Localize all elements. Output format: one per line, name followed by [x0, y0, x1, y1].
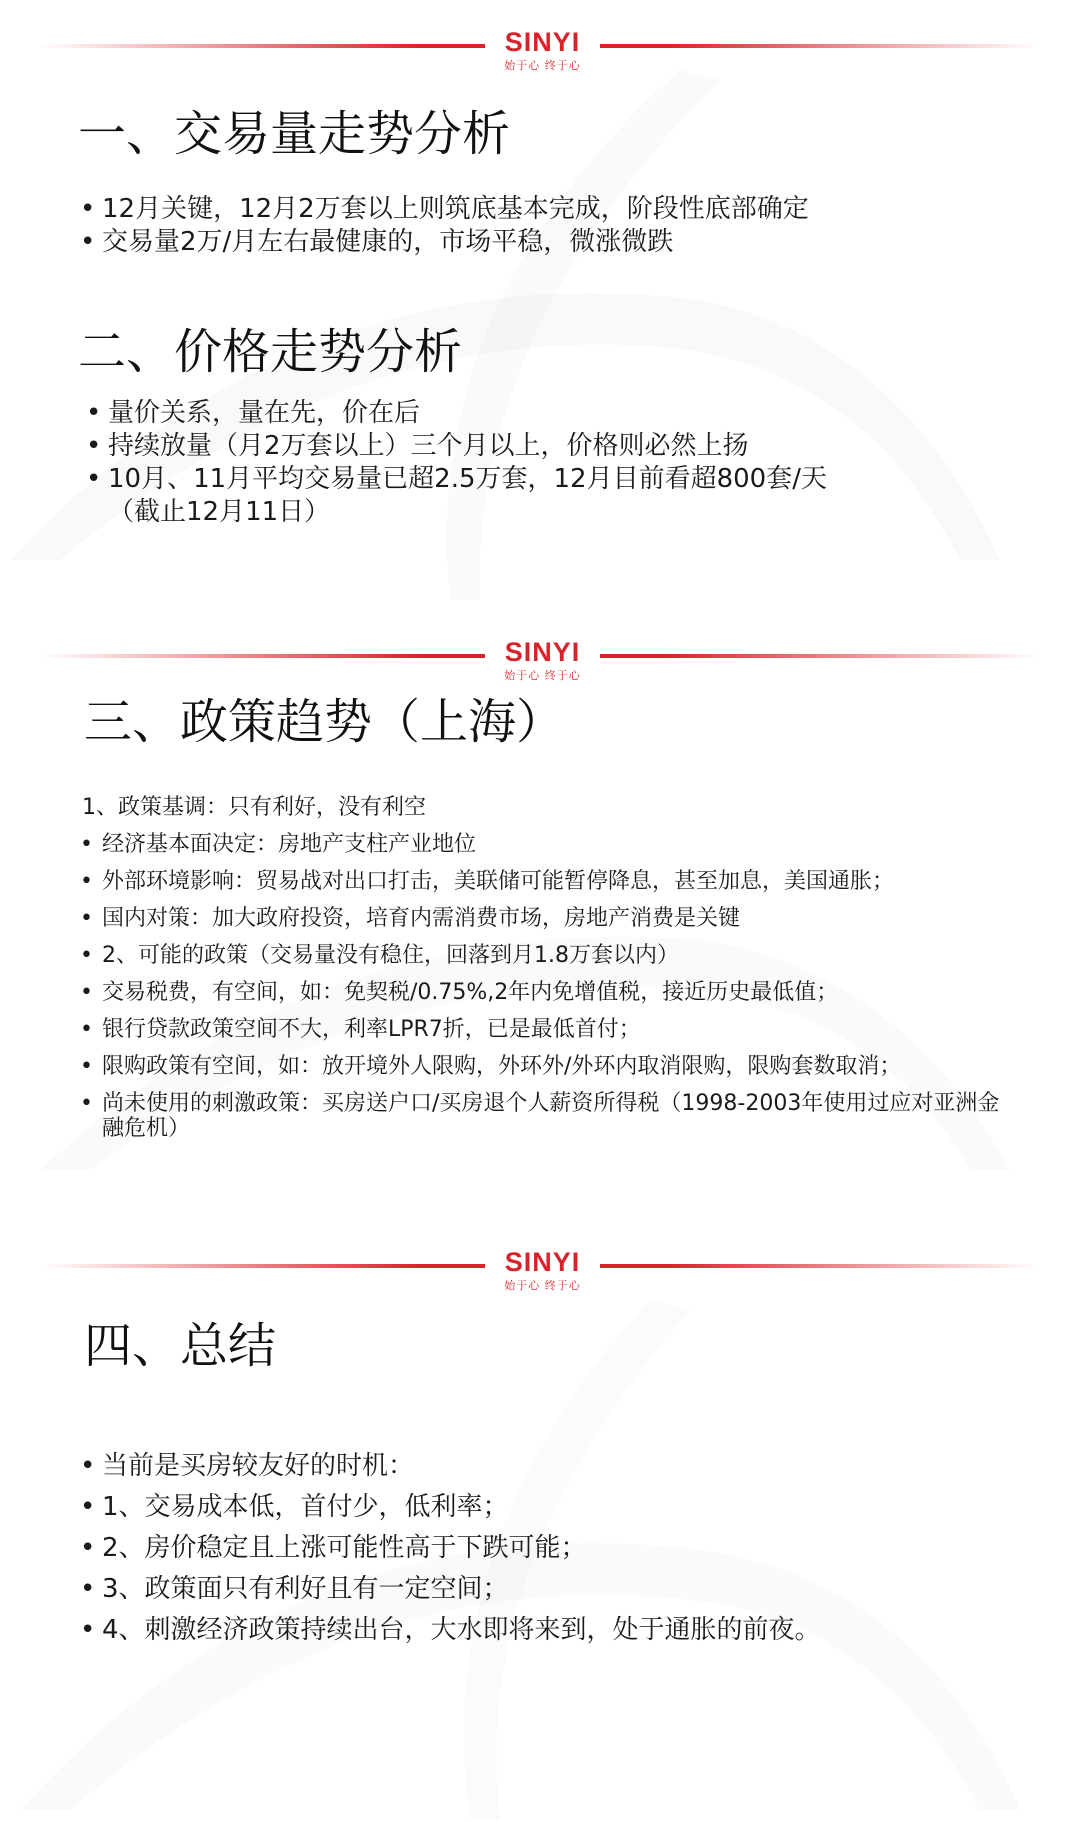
- brand-name: SINYI: [504, 27, 581, 57]
- section-title-summary: 四、总结: [84, 1318, 277, 1374]
- list-item: • 2、可能的政策（交易量没有稳住，回落到月1.8万套以内）: [80, 937, 1002, 974]
- list-item: • 1、交易成本低，首付少，低利率；: [80, 1487, 821, 1528]
- list-item: • 交易税费，有空间，如：免契税/0.75%,2年内免增值税，接近历史最低值；: [80, 974, 1002, 1011]
- header-rule-left: [40, 654, 485, 658]
- brand-name: SINYI: [504, 637, 581, 667]
- price-bullet-list: [86, 397, 827, 529]
- list-item: • 持续放量（月2万套以上）三个月以上，价格则必然上扬: [86, 430, 827, 463]
- list-item: • 国内对策：加大政府投资，培育内需消费市场，房地产消费是关键: [80, 900, 1002, 937]
- list-item: • 2、房价稳定且上涨可能性高于下跌可能；: [80, 1528, 821, 1569]
- header-bar: [0, 610, 1080, 690]
- list-item: • 4、刺激经济政策持续出台，大水即将来到，处于通胀的前夜。: [80, 1610, 821, 1651]
- header-bar: [0, 1220, 1080, 1300]
- section-title-volume: 一、交易量走势分析: [78, 106, 511, 162]
- summary-bullet-list: [80, 1446, 821, 1651]
- list-item: • 外部环境影响：贸易战对出口打击，美联储可能暂停降息，甚至加息，美国通胀；: [80, 863, 1002, 900]
- header-bar: [0, 0, 1080, 80]
- header-rule-left: [40, 1264, 485, 1268]
- list-item: 1、政策基调：只有利好，没有利空: [82, 795, 426, 820]
- list-item: • 银行贷款政策空间不大，利率LPR7折，已是最低首付；: [80, 1011, 1002, 1048]
- brand-name: SINYI: [504, 1247, 581, 1277]
- header-rule-right: [600, 1264, 1040, 1268]
- list-item: • 10月、11月平均交易量已超2.5万套，12月目前看超800套/天: [86, 463, 827, 496]
- list-item: • 12月关键，12月2万套以上则筑底基本完成，阶段性底部确定: [80, 193, 809, 226]
- sinyi-logo: [485, 636, 600, 683]
- volume-bullet-list: [80, 193, 809, 259]
- brand-slogan: 始于心 终于心: [504, 1279, 581, 1292]
- slide-3: [0, 1220, 1080, 1823]
- list-item-continuation: （截止12月11日）: [108, 497, 331, 527]
- slide-1: [0, 0, 1080, 610]
- section-title-price: 二、价格走势分析: [78, 324, 463, 380]
- brand-slogan: 始于心 终于心: [504, 669, 581, 682]
- list-item: • 当前是买房较友好的时机：: [80, 1446, 821, 1487]
- sinyi-logo: [485, 26, 600, 73]
- list-item: • 限购政策有空间，如：放开境外人限购，外环外/外环内取消限购，限购套数取消；: [80, 1048, 1002, 1085]
- header-rule-right: [600, 44, 1040, 48]
- header-rule-left: [40, 44, 485, 48]
- list-item: • 经济基本面决定：房地产支柱产业地位: [80, 826, 1002, 863]
- list-item: • 3、政策面只有利好且有一定空间；: [80, 1569, 821, 1610]
- section-title-policy: 三、政策趋势（上海）: [84, 694, 565, 750]
- brand-slogan: 始于心 终于心: [504, 59, 581, 72]
- header-rule-right: [600, 654, 1040, 658]
- slide-2: [0, 610, 1080, 1220]
- list-item: • 量价关系，量在先，价在后: [86, 397, 827, 430]
- policy-bullet-list: [80, 789, 1002, 1141]
- sinyi-logo: [485, 1246, 600, 1293]
- list-item: • 交易量2万/月左右最健康的，市场平稳，微涨微跌: [80, 226, 809, 259]
- list-item: • 尚未使用的刺激政策：买房送户口/买房退个人薪资所得税（1998-2003年使用过应对亚洲金融危机）: [80, 1085, 1002, 1141]
